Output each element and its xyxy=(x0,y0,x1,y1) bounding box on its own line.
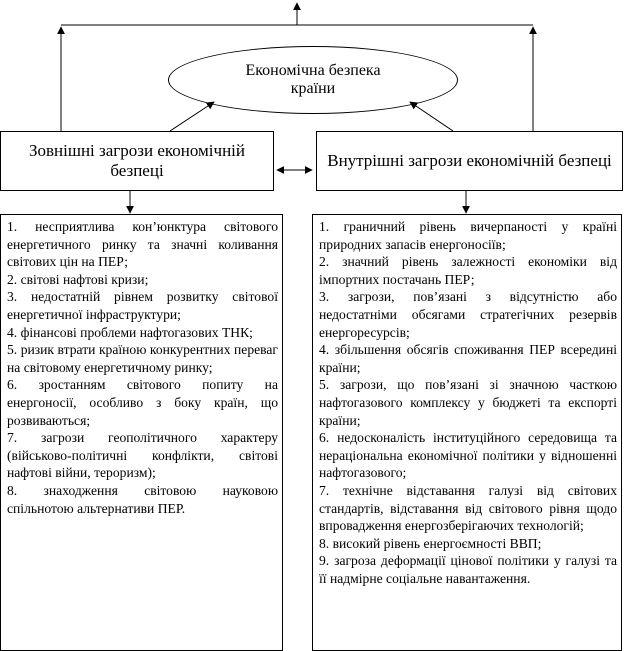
internal-threats-list xyxy=(312,214,622,651)
list-item: 3. недостатній рівнем розвитку світової енергетичної інфраструктури; xyxy=(7,289,278,322)
list-item: 6. недосконалість інституційного середовища та нераціональна економічної політики у відношенні нафтогазового; xyxy=(319,430,617,481)
list-item: 9. загроза деформації цінової політики у галузі та її надмірне соціальне навантаження. xyxy=(319,553,617,586)
list-item: 5. ризик втрати країною конкурентних переваг на світовому енергетичному ринку; xyxy=(7,342,278,375)
list-item: 8. знаходження світовою науковою спільнотою альтернативи ПЕР. xyxy=(7,482,278,516)
list-item: 2. значний рівень залежності економіки від імпортних постачань ПЕР; xyxy=(319,254,617,287)
internal-threats-title: Внутрішні загрози економічній безпеці xyxy=(327,151,612,170)
internal-threats-header xyxy=(316,131,623,191)
arrow-right-to-center xyxy=(410,102,453,131)
external-threats-header xyxy=(0,131,274,191)
external-threats-list xyxy=(0,214,283,651)
list-item: 4. фінансові проблеми нафтогазових ТНК; xyxy=(7,324,253,340)
list-item: 4. збільшення обсягів споживання ПЕР всередині країни; xyxy=(319,342,617,375)
center-ellipse xyxy=(168,46,458,114)
list-item: 6. зростанням світового попиту на енергоносії, особливо з боку країн, що розвиваються; xyxy=(7,377,278,428)
list-item: 7. загрози геополітичного характеру (військово-політичні конфлікти, світові нафтові війни, тероризм); xyxy=(7,430,278,481)
list-item: 1. граничний рівень вичерпаності у країні природних запасів енергоносіїв; xyxy=(319,219,617,252)
list-item: 3. загрози, пов’язані з відсутністю або недостатніми обсягами стратегічних резервів енергоресурсів; xyxy=(319,289,617,340)
list-item: 7. технічне відставання галузі від світових стандартів, відставання від світового рівня щодо впровадження енергозберігаючих технологій; xyxy=(319,482,617,534)
external-threats-title: Зовнішні загрози економічній безпеці xyxy=(29,141,245,180)
list-item: 2. світові нафтові кризи; xyxy=(7,271,149,287)
arrow-left-to-center xyxy=(170,102,214,131)
center-title: Економічна безпека країни xyxy=(245,62,381,97)
list-item: 8. високий рівень енергоємності ВВП; xyxy=(319,535,542,551)
list-item: 5. загрози, що пов’язані зі значною часткою нафтогазового комплексу у бюджеті та експорті країни; xyxy=(319,377,617,428)
list-item: 1. несприятлива кон’юнктура світового енергетичного ринку та значні коливання світових цін на ПЕР; xyxy=(7,219,278,270)
